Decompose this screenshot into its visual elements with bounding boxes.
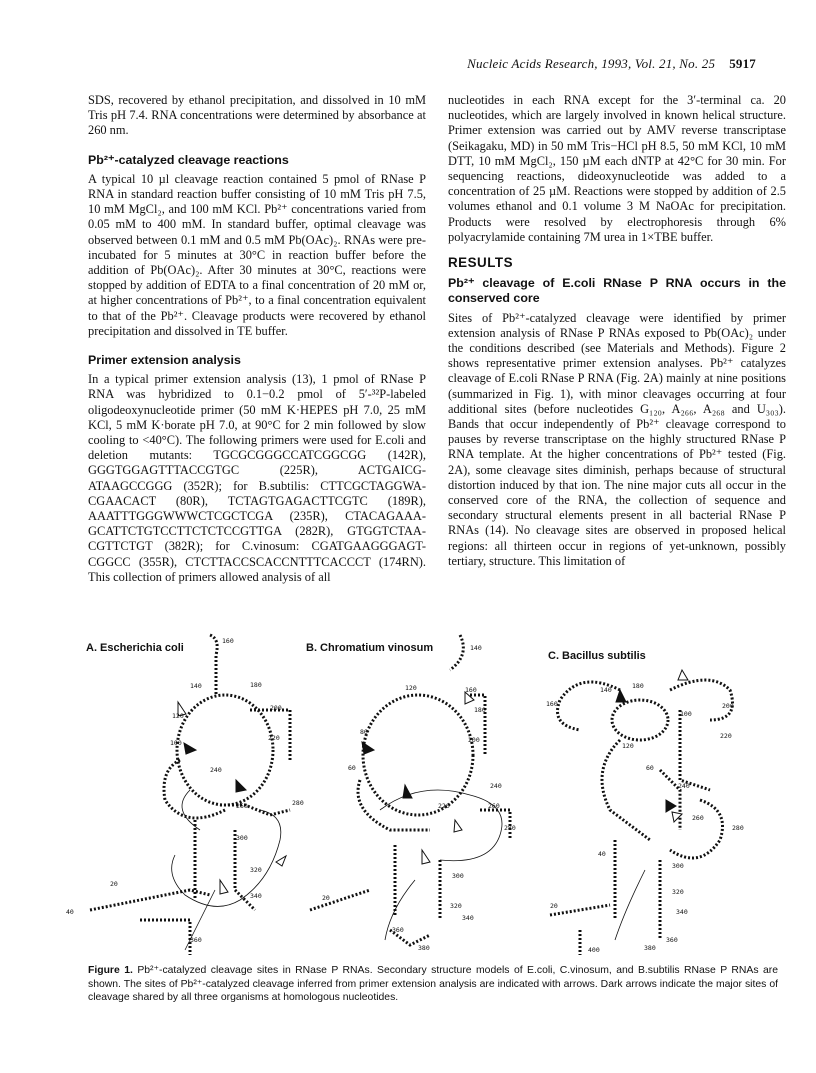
nt-number: 340 xyxy=(462,914,474,922)
nt-number: 320 xyxy=(250,866,262,874)
results-subheading: Pb²⁺ cleavage of E.coli RNase P RNA occurs in the conserved core xyxy=(448,276,786,306)
nt-number: 20 xyxy=(110,880,118,888)
nt-number: 360 xyxy=(392,926,404,934)
nt-number: 120 xyxy=(172,712,184,720)
nt-number: 200 xyxy=(468,736,480,744)
nt-number: 280 xyxy=(292,799,304,807)
numbers-bsubtilis xyxy=(546,682,744,954)
nt-number: 220 xyxy=(438,802,450,810)
nt-number: 360 xyxy=(190,936,202,944)
numbers-cvinosum xyxy=(322,644,516,952)
nt-number: 260 xyxy=(488,802,500,810)
nt-number: 320 xyxy=(450,902,462,910)
numbers-ecoli xyxy=(66,637,304,944)
rna-structure-diagrams xyxy=(60,630,760,955)
nt-number: 200 xyxy=(270,704,282,712)
nt-number: 400 xyxy=(588,946,600,954)
section-heading-cleavage: Pb²⁺-catalyzed cleavage reactions xyxy=(88,152,289,167)
nt-number: 220 xyxy=(720,732,732,740)
right-column xyxy=(448,93,786,569)
nt-number: 200 xyxy=(722,702,734,710)
nt-number: 120 xyxy=(622,742,634,750)
caption-text: Pb²⁺-catalyzed cleavage sites in RNase P RNAs. Secondary structure models of E.coli, C.vinosum, and B.subtilis RNase P RNAs are shown. The sites of Pb²⁺-catalyzed cleavage inferred from primer extension analysis are indicated with arrows. Dark arrows indicate the major sites of cleavage shared by all three organisms at homologous nucleotides. xyxy=(88,965,778,1003)
section-heading-primer: Primer extension analysis xyxy=(88,353,241,368)
nt-number: 300 xyxy=(452,872,464,880)
nt-number: 60 xyxy=(348,764,356,772)
left-column xyxy=(88,93,426,585)
nt-number: 180 xyxy=(474,706,486,714)
nt-number: 260 xyxy=(236,802,248,810)
page-number: 5917 xyxy=(729,56,756,71)
nt-number: 240 xyxy=(490,782,502,790)
cleavage-paragraph: A typical 10 µl cleavage reaction contained 5 pmol of RNase P RNA in standard reaction buffer consisting of 10 mM Tris pH 7.5, 10 mM MgCl₂, and 100 mM KCl. Pb²⁺ concentrations varied from 0.05 mM to 400 mM. In standard buffer, optimal cleavage was observed between 0.1 mM and 0.5 mM Pb(OAc)₂. RNAs were pre-incubated for 5 minutes at 30°C in reaction buffer before the addition of Pb(OAc)₂. After 30 minutes at 30°C, reactions were stopped by addition of EDTA to a final concentration of 20 mM or, at higher concentrations of Pb²⁺, to a final concentration equivalent to that of the Pb²⁺. Cleavage products were recovered by ethanol precipitation and dissolved in TE buffer. xyxy=(88,171,426,338)
nt-number: 320 xyxy=(672,888,684,896)
nt-number: 40 xyxy=(598,850,606,858)
structure-cvinosum xyxy=(310,635,510,945)
nt-number: 40 xyxy=(66,908,74,916)
nt-number: 180 xyxy=(632,682,644,690)
nt-number: 20 xyxy=(550,902,558,910)
figure-1 xyxy=(60,630,760,955)
nt-number: 380 xyxy=(644,944,656,952)
nt-number: 100 xyxy=(170,739,182,747)
nt-number: 120 xyxy=(405,684,417,692)
nt-number: 340 xyxy=(676,908,688,916)
nt-number: 300 xyxy=(236,834,248,842)
nt-number: 260 xyxy=(692,814,704,822)
structure-bsubtilis xyxy=(550,670,733,955)
nt-number: 100 xyxy=(680,710,692,718)
nt-number: 340 xyxy=(250,892,262,900)
nt-number: 240 xyxy=(210,766,222,774)
panel-label-c: C. Bacillus subtilis xyxy=(548,650,646,662)
nt-number: 140 xyxy=(470,644,482,652)
results-paragraph: Sites of Pb²⁺-catalyzed cleavage were identified by primer extension analysis of RNase P RNAs exposed to Pb(OAc)₂ under the conditions described (see Materials and Methods). Figure 2 shows representative primer extension analyses. Pb²⁺ catalyzes cleavage of E.coli RNase P RNA (Fig. 2A) mainly at nine positions (summarized in Fig. 1), with minor cleavages occurring at four additional sites (before nucleotides G₁₂₀, A₂₆₆, A₂₆₈ and U₃₀₃). Bands that occur independently of Pb²⁺ cleavage correspond to pauses by reverse transcriptase on the highly structured RNase P RNA template. At the higher concentrations of Pb²⁺ tested (Fig. 2A), some cleavage sites diminish, perhaps because of structural distortion induced by that ion. The nine major cuts all occur in the conserved core of the RNA, the collection of sequence and secondary structural elements present in all bacterial RNase P RNAs (14). No cleavage sites are observed in proposed helical regions: all thirteen occur in regions of yet-unknown, possibly tertiary, structure. This limitation of xyxy=(448,310,786,568)
nt-number: 280 xyxy=(504,824,516,832)
nt-number: 300 xyxy=(672,862,684,870)
intro-paragraph: SDS, recovered by ethanol precipitation, and dissolved in 10 mM Tris pH 7.4. RNA concentrations were determined by absorbance at 260 nm. xyxy=(88,93,426,138)
nt-number: 140 xyxy=(190,682,202,690)
nt-number: 280 xyxy=(732,824,744,832)
nt-number: 60 xyxy=(646,764,654,772)
nt-number: 220 xyxy=(268,734,280,742)
continued-paragraph: nucleotides in each RNA except for the 3′-terminal ca. 20 nucleotides, which are largely involved in known helical structure. Primer extension was carried out by AMV reverse transcriptase (Seikagaku, MD) in 50 mM Tris−HCl pH 8.5, 50 mM KCl, 10 mM DTT, 10 mM MgCl₂, 150 µM each dNTP at 42°C for 30 min. For sequencing reactions, dideoxynucleotide was added to a concentration of 25 µM. Reactions were stopped by addition of 2.5 volumes ethanol and 0.1 volume 3 M NaOAc for precipitation. Products were resolved by electrophoresis through 6% polyacrylamide containing 7M urea in 1×TBE buffer. xyxy=(448,93,786,244)
results-heading: RESULTS xyxy=(448,255,513,271)
panel-label-b: B. Chromatium vinosum xyxy=(306,642,434,654)
caption-label: Figure 1. xyxy=(88,965,133,976)
nt-number: 180 xyxy=(250,681,262,689)
journal-citation: Nucleic Acids Research, 1993, Vol. 21, No. 25 xyxy=(467,56,716,71)
nt-number: 160 xyxy=(222,637,234,645)
nt-number: 360 xyxy=(666,936,678,944)
nt-number: 240 xyxy=(678,782,690,790)
nt-number: 160 xyxy=(546,700,558,708)
nt-number: 380 xyxy=(418,944,430,952)
nt-number: 20 xyxy=(322,894,330,902)
primer-paragraph: In a typical primer extension analysis (13), 1 pmol of RNase P RNA was hybridized to 0.1−0.2 pmol of 5′-³²P-labeled oligodeoxynucleotide primer (50 mM K·HEPES pH 7.0, 25 mM KCl, 5 mM K·borate pH 7.0, at 90°C for 2 min followed by slow cooling to <40°C). The following primers were used for E.coli and deletion mutants: TGCGCGGGCCATCGGCGG (142R), GGGTGGAGTTTACCGTGC (225R), ACTGAICG-ATAAGCCGGG (352R); for B.subtilis: CTTCGCTAGGWA-CGAACACT (80R), TCTAGTGAGACTTCGTC (189R), AAATTTGGGWWWCTCGCTCGA (235R), CTACAGAAA-GCATTCTGTCCTTCTCTCCGTTGA (282R), GTGGTCTAA-CGTTCTGT (382R); for C.vinosum: CGATGAAGGGAGT-CGGCC (355R), CTCTTACCSCACCNTTTCACCCT (174RN). This collection of primers allowed analysis of all xyxy=(88,372,426,584)
panel-label-a: A. Escherichia coli xyxy=(86,642,184,654)
nt-number: 160 xyxy=(465,686,477,694)
running-head xyxy=(467,56,756,72)
figure-caption xyxy=(88,964,778,1005)
nt-number: 80 xyxy=(360,728,368,736)
nt-number: 140 xyxy=(600,686,612,694)
